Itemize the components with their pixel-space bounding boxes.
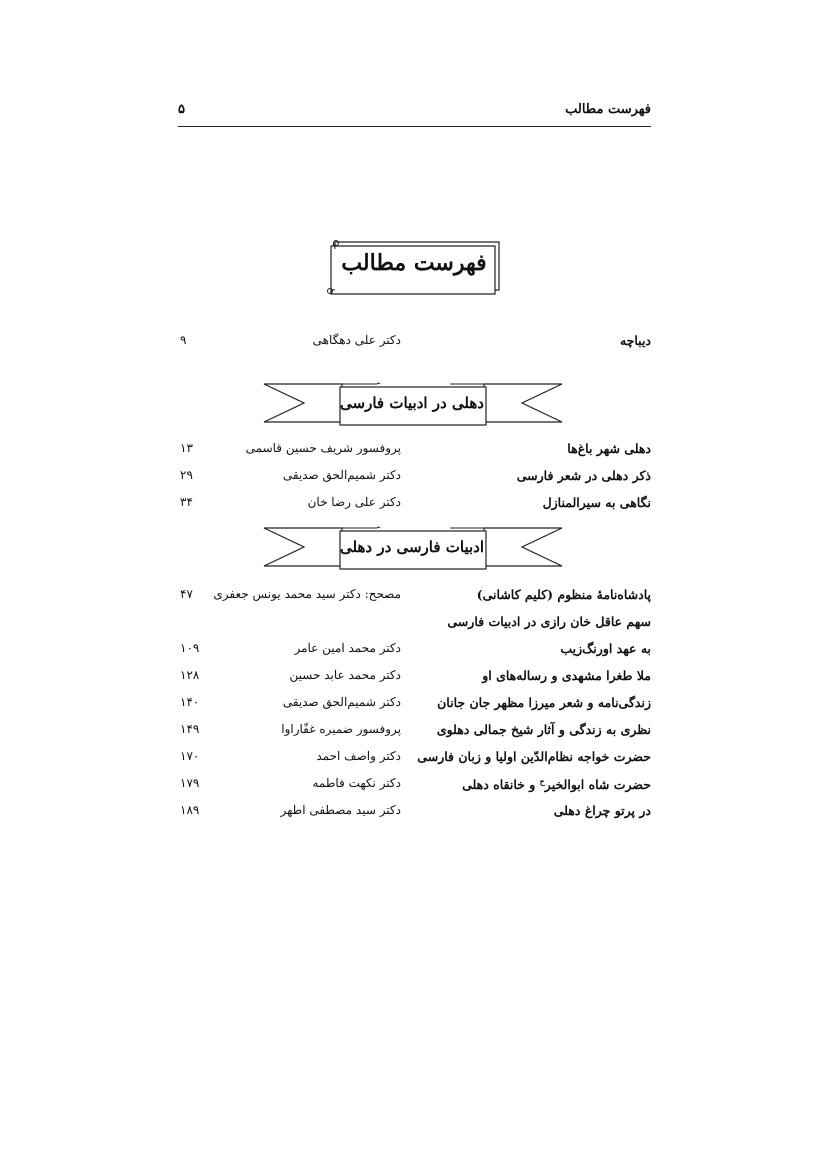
toc-row	[178, 587, 651, 609]
toc-title: فهرست مطالب	[341, 250, 487, 276]
entry-author: دکتر شمیم‌الحق صدیقی	[282, 695, 401, 709]
entry-author: دکتر واصف احمد	[316, 749, 401, 763]
toc-row	[178, 803, 651, 825]
toc-row	[178, 695, 651, 717]
header-title: فهرست مطالب	[565, 102, 651, 117]
entry-author: مصحح: دکتر سید محمد یونس جعفری	[213, 587, 401, 601]
entry-title: دهلی شهر باغ‌ها	[567, 441, 651, 456]
toc-row	[178, 468, 651, 490]
toc-row	[178, 495, 651, 517]
entry-author: دکتر سید مصطفی اطهر	[280, 803, 401, 817]
entry-author: دکتر محمد امین عامر	[294, 641, 401, 655]
header-page-number: ۵	[178, 102, 185, 117]
section-heading: دهلی در ادبیات فارسی	[340, 394, 484, 412]
entry-title: ذکر دهلی در شعر فارسی	[516, 468, 651, 483]
entry-page: ۱۰۹	[180, 641, 200, 655]
entry-author: پروفسور ضمیره غفّاراوا	[281, 722, 401, 736]
toc-row	[178, 776, 651, 798]
entry-page: ۴۷	[180, 587, 193, 601]
toc-row	[178, 668, 651, 690]
entry-author: دکتر علی رضا خان	[307, 495, 401, 509]
entry-page: ۳۴	[180, 495, 193, 509]
entry-page: ۱۳	[180, 441, 193, 455]
entry-page: ۱۴۹	[180, 722, 200, 736]
entry-title: نظری به زندگی و آثار شیخ جمالی دهلوی	[436, 722, 651, 737]
entry-page: ۱۲۸	[180, 668, 200, 682]
section-heading: ادبیات فارسی در دهلی	[340, 538, 484, 556]
toc-title-scroll	[323, 236, 505, 298]
page-header	[178, 100, 651, 127]
entry-title: ملا طغرا مشهدی و رساله‌های او	[482, 668, 651, 683]
entry-title: سهم عاقل خان رازی در ادبیات فارسی	[447, 614, 651, 629]
entry-author: دکتر شمیم‌الحق صدیقی	[282, 468, 401, 482]
toc-row	[178, 722, 651, 744]
entry-title: در پرتو چراغ دهلی	[553, 803, 651, 818]
entry-title: پادشاه‌نامهٔ منظوم (کلیم کاشانی)	[476, 587, 651, 602]
entry-title-main: حضرت شاه ابوالخیر	[544, 777, 651, 793]
toc-row-intro	[178, 333, 651, 355]
entry-title: حضرت خواجه نظام‌الدّین اولیا و زبان فارسی	[417, 749, 651, 764]
entry-author: دکتر نکهت فاطمه	[312, 776, 401, 790]
toc-row	[178, 641, 651, 663]
entry-title-honorific: ح	[539, 776, 545, 786]
entry-page: ۱۸۹	[180, 803, 200, 817]
entry-author: دکتر علی دهگاهی	[312, 333, 401, 347]
toc-row	[178, 614, 651, 636]
entry-page: ۱۴۰	[180, 695, 200, 709]
entry-title: زندگی‌نامه و شعر میرزا مظهر جان جانان	[437, 695, 651, 710]
section-banner-2	[262, 524, 564, 574]
toc-row	[178, 441, 651, 463]
entry-page: ۲۹	[180, 468, 193, 482]
entry-title	[462, 776, 651, 792]
entry-title-rest: و خانقاه دهلی	[462, 777, 540, 793]
entry-title: نگاهی به سیرالمنازل	[542, 495, 651, 510]
section-banner-1	[262, 380, 564, 430]
entry-title: به عهد اورنگ‌زیب	[560, 641, 651, 656]
entry-page: ۹	[180, 333, 187, 347]
entry-author: دکتر محمد عابد حسین	[289, 668, 401, 682]
toc-row	[178, 749, 651, 771]
entry-page: ۱۷۰	[180, 749, 200, 763]
entry-title: دیباچه	[619, 333, 651, 348]
entry-author: پروفسور شریف حسین قاسمی	[245, 441, 401, 455]
entry-page: ۱۷۹	[180, 776, 200, 790]
